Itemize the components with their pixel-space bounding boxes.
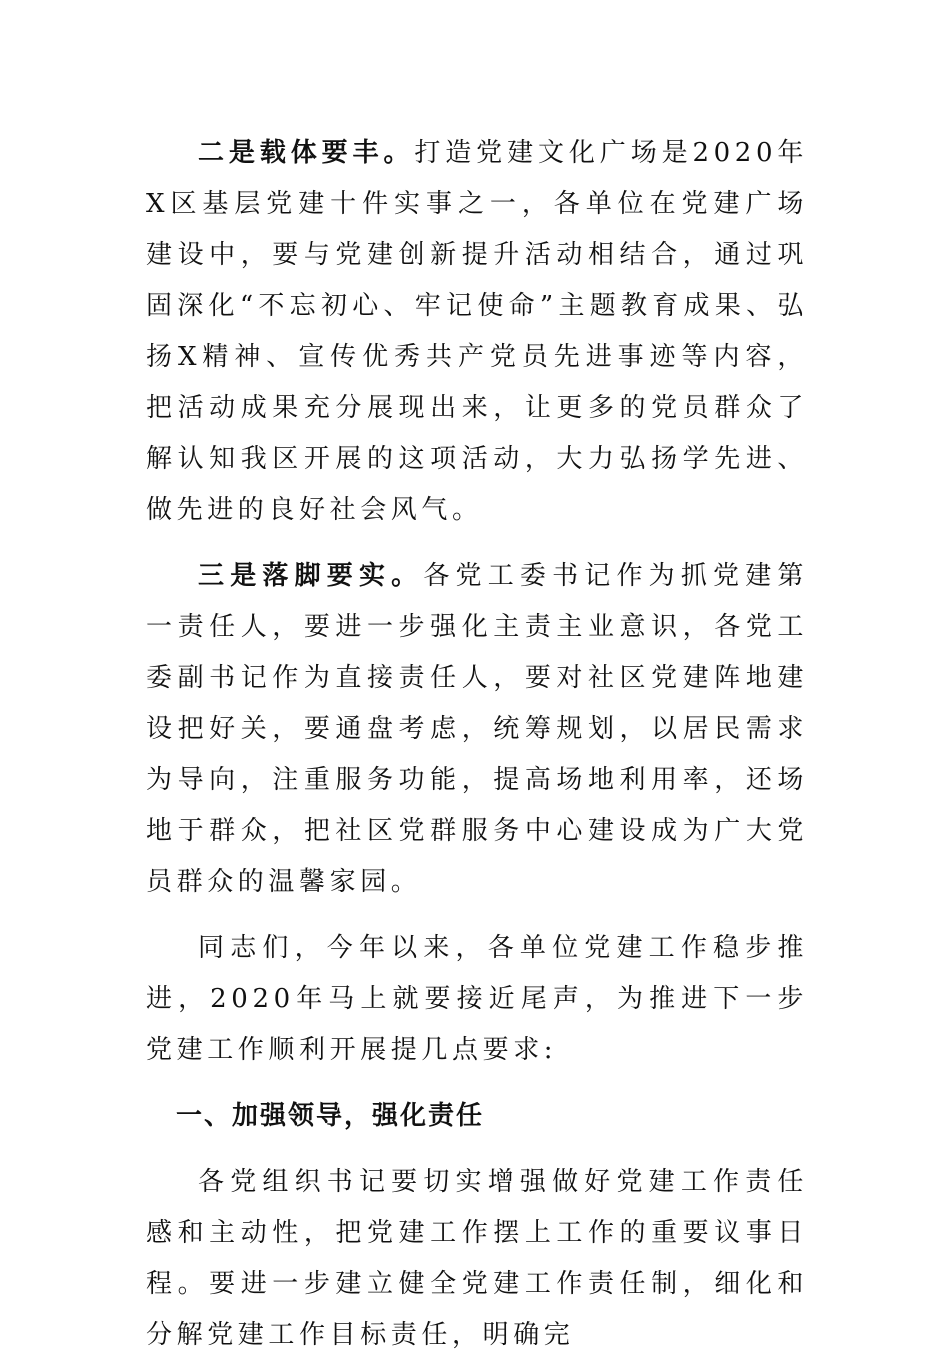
paragraph-responsibility [146, 1157, 808, 1361]
paragraph-carrier [146, 128, 808, 536]
paragraph-lead: 三是落脚要实。 [198, 561, 424, 591]
paragraph-text: 各党组织书记要切实增强做好党建工作责任感和主动性，把党建工作摆上工作的重要议事日程。要进一步建立健全党建工作责任制，细化和分解党建工作目标责任，明确完 [146, 1167, 808, 1350]
paragraph-lead: 二是载体要丰。 [198, 138, 415, 168]
paragraph-text: 同志们，今年以来，各单位党建工作稳步推进，2020年马上就要接近尾声，为推进下一步党建工作顺利开展提几点要求: [146, 933, 808, 1065]
document-page [146, 128, 808, 1361]
paragraph-comrades [146, 923, 808, 1076]
paragraph-text: 打造党建文化广场是2020年X区基层党建十件实事之一，各单位在党建广场建设中，要与党建创新提升活动相结合，通过巩固深化“不忘初心、牢记使命”主题教育成果、弘扬X精神、宣传优秀共产党员先进事迹等内容，把活动成果充分展现出来，让更多的党员群众了解认知我区开展的这项活动，大力弘扬学先进、做先进的良好社会风气。 [146, 138, 808, 525]
paragraph-text: 各党工委书记作为抓党建第一责任人，要进一步强化主责主业意识，各党工委副书记作为直接责任人，要对社区党建阵地建设把好关，要通盘考虑，统筹规划，以居民需求为导向，注重服务功能，提高场地利用率，还场地于群众，把社区党群服务中心建设成为广大党员群众的温馨家园。 [146, 561, 809, 897]
paragraph-implementation [146, 551, 808, 908]
section-heading: 一、加强领导，强化责任 [176, 1101, 485, 1131]
